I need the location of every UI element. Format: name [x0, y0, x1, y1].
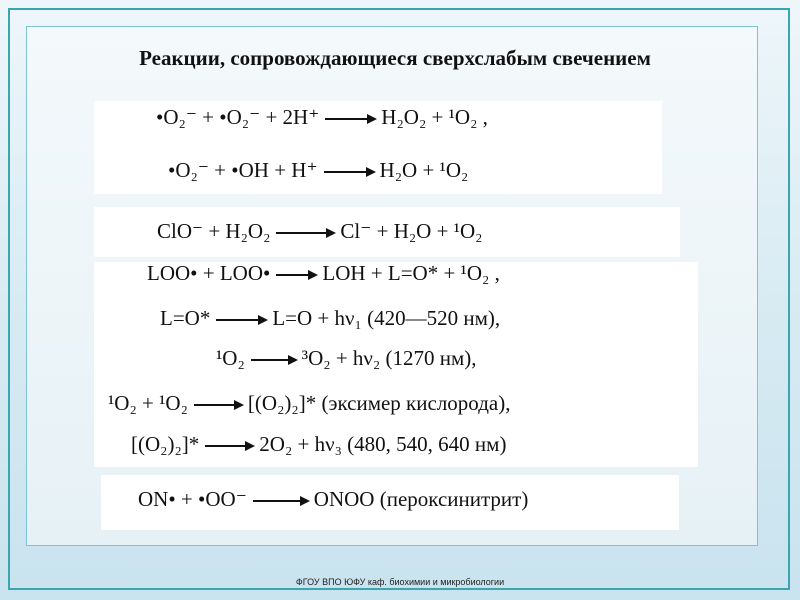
- reaction-9: [138, 487, 528, 512]
- reaction-7-products: [(O₂)₂]* (эксимер кислорода),: [247, 391, 511, 415]
- reaction-4-products: LOH + L=O* + ¹O₂ ,: [322, 261, 500, 285]
- reaction-8-products: 2O₂ + hν₃ (480, 540, 640 нм): [259, 432, 507, 456]
- reaction-8: [131, 432, 506, 457]
- reaction-6-products: ³O₂ + hν₂ (1270 нм),: [301, 346, 477, 370]
- reaction-7: [108, 391, 510, 416]
- arrow-icon: [194, 404, 242, 406]
- arrow-icon: [216, 319, 266, 321]
- arrow-icon: [324, 171, 374, 173]
- reaction-9-reactants: ON• + •OO⁻: [138, 487, 247, 511]
- arrow-icon: [276, 232, 334, 234]
- reaction-1: [156, 105, 488, 130]
- reaction-9-products: ONOO (пероксинитрит): [313, 487, 529, 511]
- reaction-1-reactants: •O₂⁻ + •O₂⁻ + 2H⁺: [156, 105, 320, 129]
- reaction-2: [168, 158, 468, 183]
- reaction-7-reactants: ¹O₂ + ¹O₂: [108, 391, 188, 415]
- slide-footer: ФГОУ ВПО ЮФУ каф. биохимии и микробиологии: [295, 577, 505, 587]
- reaction-2-reactants: •O₂⁻ + •OH + H⁺: [168, 158, 318, 182]
- reaction-3-reactants: ClO⁻ + H₂O₂: [157, 219, 271, 243]
- reaction-5: [160, 306, 500, 331]
- reaction-6-reactants: ¹O₂: [216, 346, 245, 370]
- reaction-1-products: H₂O₂ + ¹O₂ ,: [381, 105, 488, 129]
- arrow-icon: [251, 359, 296, 361]
- reaction-8-reactants: [(O₂)₂]*: [131, 432, 200, 456]
- reaction-3-products: Cl⁻ + H₂O + ¹O₂: [340, 219, 483, 243]
- arrow-icon: [253, 500, 308, 502]
- reaction-2-products: H₂O + ¹O₂: [379, 158, 469, 182]
- arrow-icon: [276, 274, 316, 276]
- reaction-6: [216, 346, 477, 371]
- reaction-4: [147, 261, 500, 286]
- arrow-icon: [205, 445, 253, 447]
- reaction-3: [157, 219, 482, 244]
- reaction-5-products: L=O + hν₁ (420—520 нм),: [272, 306, 501, 330]
- slide-title: Реакции, сопровождающиеся сверхслабым свечением: [139, 46, 651, 70]
- reaction-4-reactants: LOO• + LOO•: [147, 261, 271, 285]
- arrow-icon: [325, 118, 375, 120]
- reaction-5-reactants: L=O*: [160, 306, 211, 330]
